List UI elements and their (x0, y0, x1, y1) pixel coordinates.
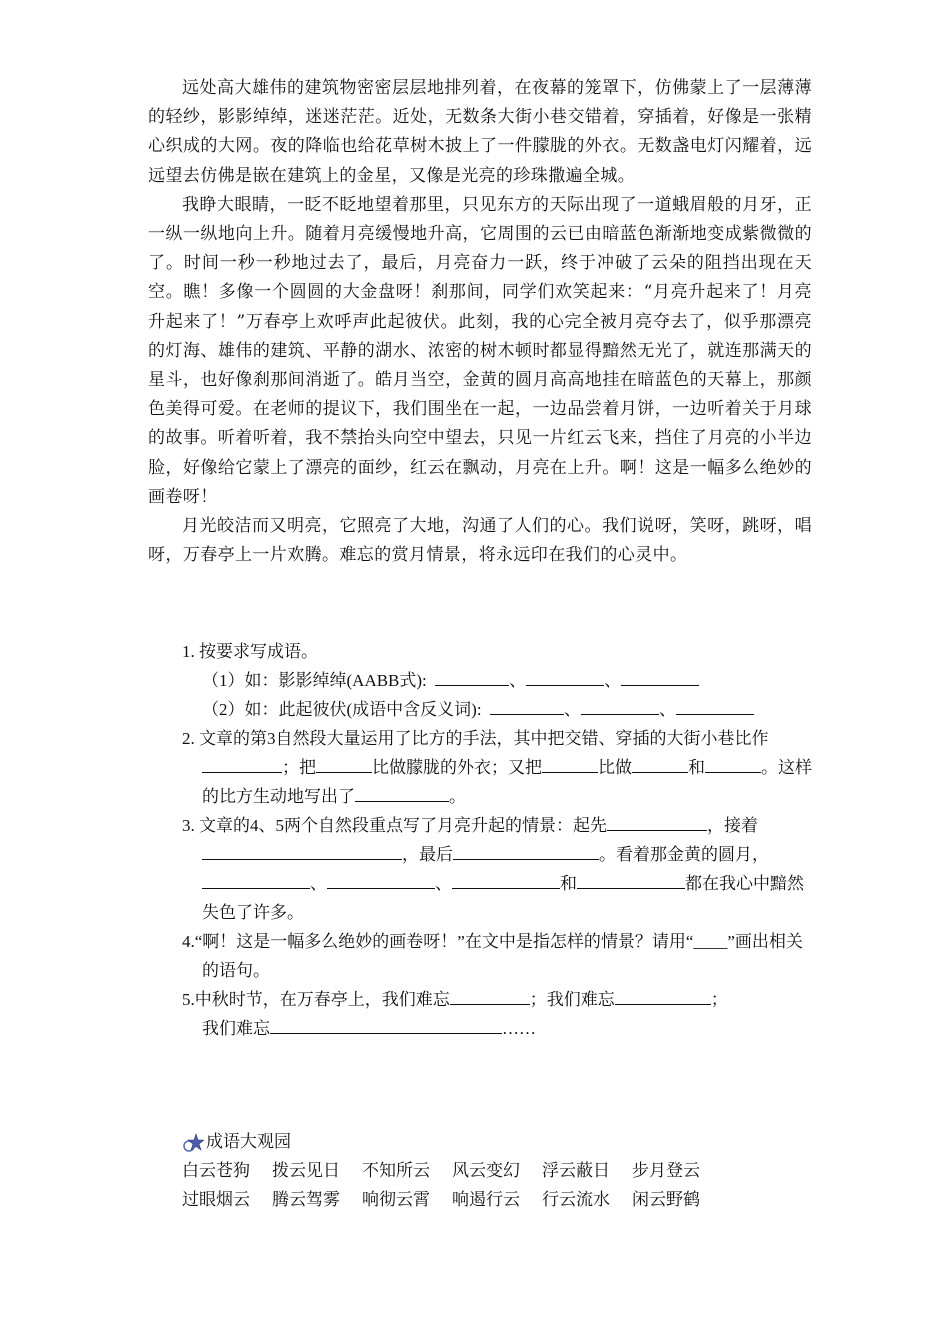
question-text: 比做朦胧的外衣；又把 (372, 758, 542, 777)
separator: 、 (604, 671, 622, 690)
answer-blank[interactable] (676, 698, 754, 715)
answer-blank[interactable] (452, 872, 560, 889)
answer-blank[interactable] (705, 756, 761, 773)
question-text: 。 (449, 787, 466, 806)
separator: 、 (310, 874, 327, 893)
question-2 (182, 724, 812, 811)
idiom: 白云苍狗 (182, 1161, 250, 1181)
question-text: ；我们难忘 (529, 990, 615, 1009)
idiom: 步月登云 (632, 1161, 700, 1181)
idiom: 行云流水 (542, 1190, 610, 1210)
idiom: 闲云野鹤 (632, 1190, 700, 1210)
answer-blank[interactable] (355, 785, 449, 802)
question-text: ，最后 (402, 845, 453, 864)
idiom: 响彻云霄 (362, 1190, 430, 1210)
idiom-row (182, 1186, 812, 1215)
question-text: （2）如：此起彼伏(成语中含反义词): (202, 700, 482, 719)
idiom-row (182, 1157, 812, 1186)
question-text: 2. 文章的第3自然段大量运用了比方的手法，其中把交错、穿插的大街小巷比作 (182, 729, 769, 748)
question-text: 都在我心中黯然失色了许多。 (202, 874, 804, 922)
answer-blank[interactable] (316, 756, 372, 773)
answer-blank[interactable] (202, 872, 310, 889)
answer-blank[interactable] (581, 698, 659, 715)
question-1: 1. 按要求写成语。 (182, 642, 318, 661)
question-list (182, 637, 812, 1043)
idiom: 风云变幻 (452, 1161, 520, 1181)
answer-blank[interactable] (435, 669, 509, 686)
answer-blank[interactable] (615, 988, 711, 1005)
question-5 (182, 985, 812, 1043)
answer-blank[interactable] (621, 669, 699, 686)
question-text: 。看着那金黄的圆月， (599, 845, 769, 864)
question-text: 我们难忘 (202, 1019, 270, 1038)
question-text: （1）如：影影绰绰(AABB式): (202, 671, 427, 690)
question-text: 。这样的比方生动地写出了 (202, 758, 812, 806)
essay-paragraph: 我睁大眼睛，一眨不眨地望着那里，只见东方的天际出现了一道蛾眉般的月牙，正一纵一纵地向上升。随着月亮缓慢地升高，它周围的云已由暗蓝色渐渐地变成紫微微的了。时间一秒一秒地过去了，最后，月亮奋力一跃，终于冲破了云朵的阻挡出现在天空。瞧！多像一个圆圆的大金盘呀！刹那间，同学们欢笑起来：“月亮升起来了！月亮升起来了！”万春亭上欢呼声此起彼伏。此刻，我的心完全被月亮夺去了，似乎那漂亮的灯海、雄伟的建筑、平静的湖水、浓密的树木顿时都显得黯然无光了，就连那满天的星斗，也好像刹那间消逝了。皓月当空，金黄的圆月高高地挂在暗蓝色的天幕上，那颜色美得可爱。在老师的提议下，我们围坐在一起，一边品尝着月饼，一边听着关于月球的故事。听着听着，我不禁抬头向空中望去，只见一片红云飞来，挡住了月亮的小半边脸，好像给它蒙上了漂亮的面纱，红云在飘动，月亮在上升。啊！这是一幅多么绝妙的画卷呀！ (148, 194, 812, 507)
answer-blank[interactable] (490, 698, 564, 715)
question-1-part-1 (182, 666, 812, 695)
question-1-part-2 (182, 695, 812, 724)
essay-paragraph: 月光皎洁而又明亮，它照亮了大地，沟通了人们的心。我们说呀，笑呀，跳呀，唱呀，万春亭上一片欢腾。难忘的赏月情景，将永远印在我们的心灵中。 (148, 516, 812, 566)
section-heading (182, 1128, 812, 1157)
separator: 、 (509, 671, 527, 690)
star-icon (182, 1132, 204, 1154)
question-text: 3. 文章的4、5两个自然段重点写了月亮升起的情景：起先 (182, 816, 607, 835)
section-title: 成语大观园 (206, 1132, 291, 1152)
question-text: ，接着 (707, 816, 758, 835)
question-3 (182, 811, 812, 927)
separator: 、 (659, 700, 677, 719)
question-text: 5.中秋时节，在万春亭上，我们难忘 (182, 990, 450, 1009)
idiom-section (182, 1128, 812, 1215)
question-text: ； (710, 990, 728, 1009)
answer-blank[interactable] (577, 872, 685, 889)
answer-blank[interactable] (607, 814, 707, 831)
question-text: 和 (688, 758, 705, 777)
question-text: 和 (560, 874, 577, 893)
answer-blank[interactable] (202, 756, 282, 773)
idiom: 响遏行云 (452, 1190, 520, 1210)
essay-text (148, 74, 812, 570)
answer-blank[interactable] (327, 872, 435, 889)
essay-paragraph: 远处高大雄伟的建筑物密密层层地排列着，在夜幕的笼罩下，仿佛蒙上了一层薄薄的轻纱，影影绰绰，迷迷茫茫。近处，无数条大街小巷交错着，穿插着，好像是一张精心织成的大网。夜的降临也给花草树木披上了一件朦胧的外衣。无数盏电灯闪耀着，远远望去仿佛是嵌在建筑上的金星，又像是光亮的珍珠撒遍全城。 (148, 78, 812, 186)
answer-blank[interactable] (632, 756, 688, 773)
separator: 、 (435, 874, 452, 893)
question-4: 4.“啊！这是一幅多么绝妙的画卷呀！”在文中是指怎样的情景？请用“____”画出相关的语句。 (182, 932, 803, 980)
answer-blank[interactable] (450, 988, 530, 1005)
answer-blank[interactable] (270, 1017, 502, 1034)
answer-blank[interactable] (526, 669, 604, 686)
separator: 、 (564, 700, 582, 719)
answer-blank[interactable] (453, 843, 599, 860)
idiom: 腾云驾雾 (272, 1190, 340, 1210)
answer-blank[interactable] (202, 843, 402, 860)
idiom: 不知所云 (362, 1161, 430, 1181)
question-text: ；把 (282, 758, 316, 777)
idiom: 浮云蔽日 (542, 1161, 610, 1181)
answer-blank[interactable] (542, 756, 598, 773)
question-text: …… (502, 1019, 536, 1038)
idiom: 拨云见日 (272, 1161, 340, 1181)
idiom: 过眼烟云 (182, 1190, 250, 1210)
question-text: 比做 (598, 758, 632, 777)
